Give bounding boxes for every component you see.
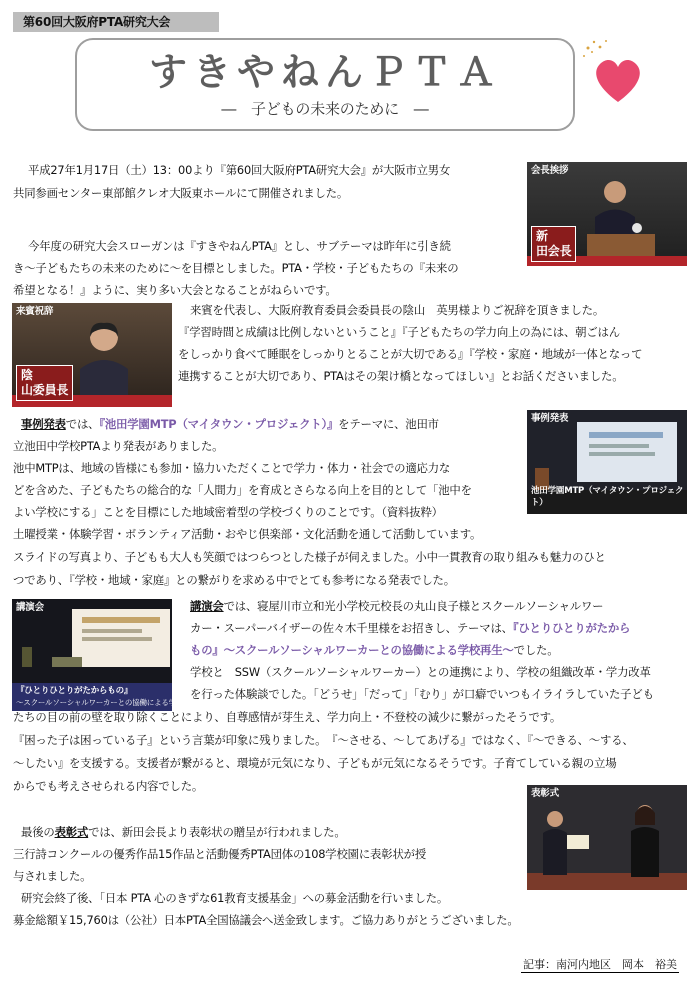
chairman-photo [527, 162, 687, 266]
award-photo [527, 785, 687, 890]
heart-icon [578, 38, 648, 108]
slogan-line-3: 希望となる！』ように、実り多い大会となることがねらいです。 [13, 283, 337, 297]
lecture-footer: 『ひとりひとりがたからもの』 ～スクールソーシャルワーカーとの協働による学校再生～ [12, 683, 172, 711]
case-photo-footer: 池田学園MTP（マイタウン・プロジェクト） [531, 486, 684, 508]
intro-line-2: 共同参画センター東部館クレオ大阪東ホールにて開催されました。 [13, 186, 349, 200]
guest-line-4: 連携することが大切であり、PTAはその架け橋となってほしい』とお話くださいました。 [178, 369, 624, 383]
lecture-photo [12, 599, 206, 711]
lecture-line-6: たちの目の前の壁を取り除くことにより、自尊感情が芽生え、学力向上・不登校の減少に繋がったそうです。 [13, 710, 562, 724]
case-study-photo [527, 410, 687, 514]
case-theme: 『池田学園MTP（マイタウン・プロジェクト）』 [99, 417, 339, 431]
award-line-2: 三行詩コンクールの優秀作品15作品と活動優秀PTA団体の108学校園に表彰状が授 [13, 847, 427, 861]
event-tag: 第60回大阪府PTA研究大会 [13, 12, 219, 32]
page-title: すきやねんＰＴＡ [148, 50, 501, 94]
slogan-line-1: 今年度の研究大会スローガンは『すきやねんPTA』とし、サブテーマは昨年に引き続 [28, 239, 451, 253]
chairman-label: 新 田会長 [531, 226, 576, 262]
lecture-line-8: ～したい』を支援する。支援者が繋がると、環境が元気になり、子どもが元気になるそうです。子育てしている親の立場 [13, 756, 617, 770]
lecture-theme-part-2: もの』～スクールソーシャルワーカーとの協働による学校再生～ [190, 643, 514, 657]
case-line-7: スライドの写真より、子どもも大人も笑顔ではつらつとした様子が伺えました。小中一貫教育の取り組みも魅力のひと [13, 550, 606, 564]
award-heading: 表彰式 [54, 825, 89, 839]
sparkle-icon [583, 40, 607, 57]
slogan-line-2: き～子どもたちの未来のために～を目標としました。PTA・学校・子どもたちの『未来の [13, 261, 459, 275]
photo-caption: 来賓祝辞 [16, 306, 54, 317]
case-line-3: 池中MTPは、地域の皆様にも参加・協力いただくことで学力・体力・社会での適応力な [13, 461, 451, 475]
guest-photo [12, 303, 172, 407]
lecture-line-7: 『困った子は困っている子』という言葉が印象に残りました。 『～させる、～してあげる』ではなく、『～できる、～する、 [13, 733, 634, 747]
lecture-line-5: を行った体験談でした。「どうせ」「だって」「むり」が口癖でいつもイライラしていた子ども [190, 687, 654, 701]
photo-caption: 事例発表 [531, 413, 569, 424]
guest-line-2: 『学習時間と成績は比例しないということ』『子どもたちの学力向上の為には、朝ごはん [178, 325, 620, 339]
case-heading: 事例発表 [21, 417, 66, 431]
award-line-1: 最後の表彰式では、新田会長より表彰状の贈呈が行われました。 [21, 825, 346, 839]
photo-caption: 会長挨拶 [531, 165, 569, 176]
fund-line-1: 研究会終了後、「日本 PTA 心のきずな61教育支援基金」への募金活動を行いました。 [21, 891, 449, 905]
lecture-line-2: カー・スーパーバイザーの佐々木千里様をお招きし、テーマは、『ひとりひとりがたから [190, 621, 631, 635]
lecture-heading: 講演会 [190, 599, 224, 613]
article-credit: 記事：南河内地区 岡本 裕美 [523, 958, 677, 971]
page-subtitle: ― 子どもの未来のために ― [221, 100, 429, 118]
lecture-theme-part-1: 『ひとりひとりがたから [512, 621, 631, 635]
photo-caption: 表彰式 [531, 788, 559, 799]
case-line-1: 事例発表では、『池田学園MTP（マイタウン・プロジェクト）』をテーマに、池田市 [21, 417, 439, 431]
case-line-5: よい学校にする」ことを目標にした地域密着型の学校づくりのことです。（資料抜粋） [13, 505, 443, 519]
title-banner [75, 38, 575, 131]
case-line-2: 立池田中学校PTAより発表がありました。 [13, 439, 224, 453]
case-line-4: どを含めた、子どもたちの総合的な「人間力」を育成とさらなる向上を目的として「池中を [13, 483, 472, 497]
award-line-3: 与されました。 [13, 869, 92, 883]
lecture-line-9: からでも考えさせられる内容でした。 [13, 779, 204, 793]
intro-line-1: 平成27年1月17日（土）13：00より『第60回大阪府PTA研究大会』が大阪市立男女 [28, 163, 451, 177]
case-line-6: 土曜授業・体験学習・ボランティア活動・おやじ倶楽部・文化活動を通して活動しています。 [13, 527, 482, 541]
guest-line-3: をしっかり食べて睡眠をしっかりとることが大切である』『学校・家庭・地域が一体となって [178, 347, 643, 361]
award-figures [527, 785, 687, 890]
fund-line-2: 募金総額￥15,760は（公社）日本PTA全国協議会へ送金致します。ご協力ありがとうございました。 [13, 913, 519, 927]
guest-line-1: 来賓を代表し、大阪府教育委員会委員長の陰山 英男様よりご祝辞を頂きました。 [190, 303, 605, 317]
lecture-line-1: 講演会では、寝屋川市立和光小学校元校長の丸山良子様とスクールソーシャルワー [190, 599, 604, 613]
lecture-line-4: 学校と SSW（スクールソーシャルワーカー）との連携により、学校の組織改革・学力改革 [190, 665, 651, 679]
photo-caption: 講演会 [16, 602, 44, 613]
case-line-8: つであり、『学校・地域・家庭』との繋がりを求める中でとても参考になる発表でした。 [13, 573, 455, 587]
lecture-line-3: もの』～スクールソーシャルワーカーとの協働による学校再生～でした。 [190, 643, 559, 657]
guest-label: 陰 山委員長 [16, 365, 73, 401]
